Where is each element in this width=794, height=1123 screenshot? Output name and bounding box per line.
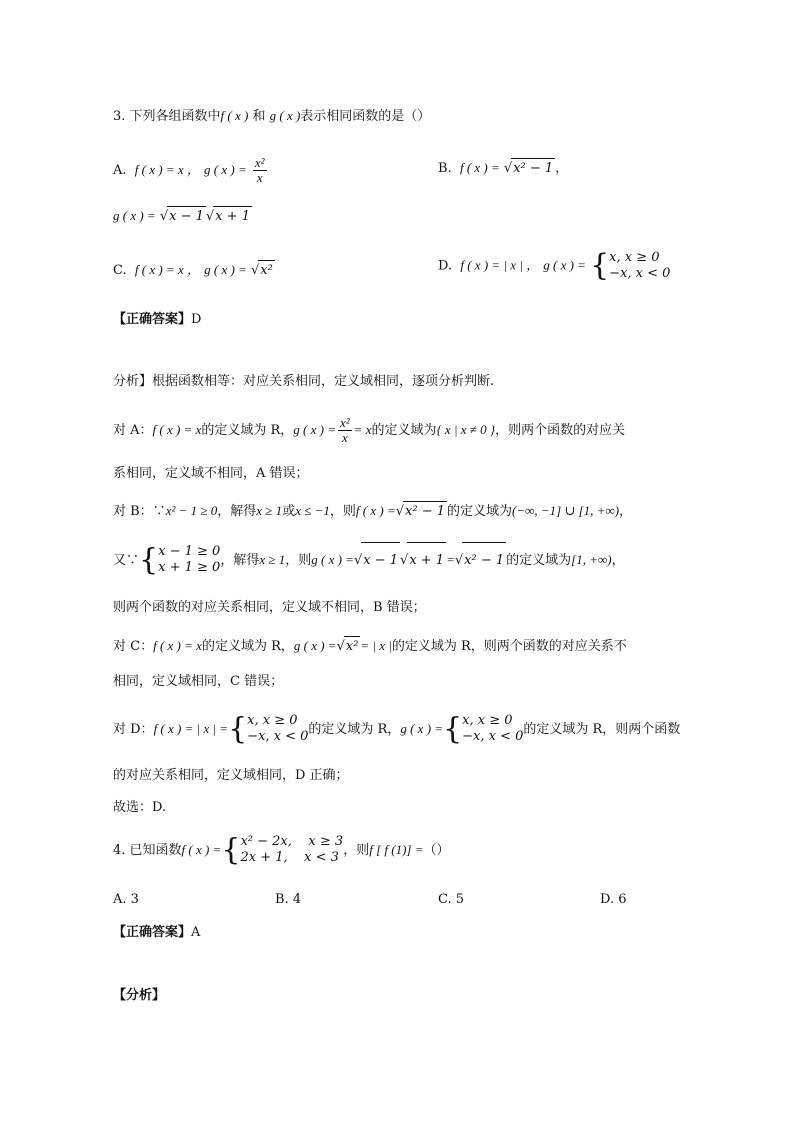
text: 的定义域为 R，则两个函数的对应关系不: [391, 639, 627, 654]
text: 对 D：: [113, 722, 154, 737]
answer-q4: [113, 923, 200, 943]
answer-q3: [113, 310, 201, 330]
radicand: x² − 1: [462, 542, 506, 579]
text: ，解得: [220, 553, 260, 568]
option-b: B. 4: [275, 892, 302, 907]
text: ，则: [329, 504, 356, 519]
math-expr: g ( x ) =: [400, 721, 444, 736]
numerator: x²: [340, 415, 350, 430]
math-expr: = x: [353, 422, 372, 437]
radicand: x² − 1: [403, 501, 447, 522]
math-expr: f [ f (1)] =: [369, 842, 424, 857]
analysis-b-line2: [113, 542, 625, 579]
math-expr: =: [446, 552, 455, 567]
stem-text: 4. 已知函数: [113, 843, 182, 858]
case-line: x + 1 ≥ 0: [158, 560, 221, 575]
sqrt-symbol: √: [159, 209, 169, 224]
math-expr: f ( x ) = x: [152, 422, 202, 437]
answer-value: D: [191, 312, 202, 327]
option-label: B.: [438, 161, 452, 176]
analysis-intro: 分析】根据函数相等：对应关系相同，定义域相同，逐项分析判断.: [113, 374, 495, 389]
sqrt-symbol: √: [400, 553, 409, 568]
stem-text: 和: [248, 109, 270, 124]
sqrt-symbol: √: [250, 263, 260, 278]
math-expr: g ( x ) =: [543, 257, 586, 273]
sqrt-symbol: √: [395, 504, 405, 519]
math-set: { x | x ≠ 0 }: [436, 422, 496, 437]
option-b: [438, 158, 568, 179]
case-line: x − 1 ≥ 0: [158, 544, 221, 559]
analysis-heading: 【分析】: [113, 988, 166, 1003]
option-label: C.: [113, 263, 127, 278]
analysis-a-line1: [113, 416, 625, 445]
radicand: x² − 1: [511, 158, 555, 179]
text: 的定义域为: [447, 504, 513, 519]
sqrt-symbol: √: [336, 639, 345, 654]
option-c: [113, 260, 275, 281]
text: ，则: [285, 553, 312, 568]
radicand: x − 1: [361, 542, 400, 579]
math-expr: g ( x ) =: [204, 162, 247, 177]
analysis-d-line2: 的对应关系相同，定义域相同，D 正确；: [113, 768, 349, 783]
answer-label: 【正确答案】: [113, 312, 192, 327]
text: ，: [611, 553, 625, 568]
stem-text: ，则: [343, 843, 370, 858]
text: 对 A：: [113, 423, 153, 438]
text: 的定义域为 R，则两个函数: [523, 722, 681, 737]
text: 的定义域为 R，: [201, 639, 294, 654]
radicand: x²: [258, 260, 275, 281]
option-d: D. 6: [600, 892, 627, 907]
case-line: x, x ≥ 0: [462, 713, 513, 728]
brace-icon: {: [443, 711, 463, 746]
analysis-d-line1: [113, 711, 680, 748]
option-b-continued: [113, 206, 252, 227]
math-expr: f ( x ) =: [459, 160, 500, 175]
analysis-c-line1: [113, 636, 627, 657]
math-expr: x ≤ −1: [295, 503, 330, 518]
analysis-a-line2: 系相同，定义域不相同，A 错误；: [113, 466, 309, 481]
math-expr: f ( x ) = x ，: [134, 262, 200, 277]
option-c: C. 5: [438, 892, 465, 907]
fraction: [338, 416, 352, 445]
math-expr: x ≥ 1: [256, 503, 283, 518]
option-a: A. 3: [113, 892, 139, 907]
radicand: x − 1: [167, 206, 206, 227]
stem-text: 3. 下列各组函数中: [113, 109, 221, 124]
option-a: [113, 156, 269, 185]
fraction: [253, 156, 267, 185]
brace-icon: {: [221, 832, 241, 867]
option-label: A.: [113, 163, 127, 178]
math-expr: x² − 1 ≥ 0: [165, 503, 218, 518]
math-g: g ( x ): [269, 108, 301, 123]
math-expr: f ( x ) =: [355, 503, 396, 518]
math-expr: x ≥ 1: [259, 552, 286, 567]
math-expr: g ( x ) =: [293, 422, 336, 437]
case-line: −x, x < 0: [462, 729, 524, 744]
numerator: x²: [254, 155, 265, 170]
analysis-c-line2: 相同，定义域相同，C 错误；: [113, 674, 284, 689]
sqrt-symbol: √: [503, 161, 513, 176]
radicand: x²: [344, 636, 361, 657]
case-line: x² − 2x, x ≥ 3: [240, 834, 344, 849]
denominator: x: [256, 170, 263, 185]
math-interval: [1, +∞): [571, 552, 612, 567]
text: ，解得: [217, 504, 257, 519]
math-expr: f ( x ) = | x | ，: [460, 257, 540, 273]
text: 的定义域为: [506, 553, 572, 568]
analysis-choice: 故选：D.: [113, 800, 167, 815]
question-3-stem: [113, 106, 430, 127]
stem-text: （）: [423, 843, 450, 858]
sqrt-symbol: √: [205, 209, 215, 224]
math-expr: = | x |: [360, 638, 392, 653]
text: ，: [619, 504, 633, 519]
analysis-b-line3: 则两个函数的对应关系相同，定义域不相同，B 错误；: [113, 600, 426, 615]
text: 的定义域为 R，: [308, 722, 401, 737]
math-f: f ( x ): [220, 108, 249, 123]
piecewise: [228, 712, 308, 748]
answer-value: A: [191, 925, 201, 940]
radicand: x + 1: [213, 206, 252, 227]
case-line: x, x ≥ 0: [609, 250, 660, 265]
case-line: −x, x < 0: [247, 729, 309, 744]
stem-text: 表示相同函数的是（）: [300, 109, 431, 124]
denominator: x: [341, 430, 348, 445]
question-4-stem: [113, 832, 450, 869]
sqrt-symbol: √: [353, 553, 363, 568]
option-label: D.: [438, 258, 453, 274]
text: 对 B：∵: [113, 504, 166, 519]
case-line: −x, x < 0: [609, 266, 671, 281]
math-expr: g ( x ) =: [204, 262, 247, 277]
piecewise: [590, 250, 670, 282]
text: ，则两个函数的对应关: [495, 423, 626, 438]
radicand: x + 1: [407, 542, 446, 579]
math-expr: g ( x ) =: [293, 638, 337, 653]
answer-label: 【正确答案】: [113, 925, 192, 940]
text: 又∵: [113, 553, 140, 568]
math-expr: g ( x ) =: [113, 208, 156, 223]
math-expr: f ( x ) = | x | =: [153, 721, 229, 736]
analysis-b-line1: [113, 501, 632, 522]
option-d: [438, 250, 670, 282]
text: 的定义域为: [371, 423, 437, 438]
math-expr: f ( x ) = x: [153, 638, 202, 653]
brace-icon: {: [139, 542, 159, 577]
punct: ，: [555, 161, 569, 176]
text: 的定义域为 R，: [201, 423, 294, 438]
piecewise: [221, 833, 343, 869]
piecewise: [443, 712, 523, 748]
sqrt-symbol: √: [454, 553, 464, 568]
case-line: 2x + 1, x < 3: [240, 850, 339, 865]
math-expr: g ( x ) =: [311, 552, 354, 567]
text: 对 C：: [113, 639, 154, 654]
math-expr: f ( x ) = x ，: [134, 162, 200, 177]
piecewise: [139, 543, 220, 579]
case-line: x, x ≥ 0: [247, 713, 298, 728]
math-expr: f ( x ) =: [181, 842, 222, 857]
math-interval: (−∞, −1] ∪ [1, +∞): [512, 503, 620, 518]
brace-icon: {: [590, 248, 610, 283]
text: 或: [282, 504, 296, 519]
brace-icon: {: [228, 711, 248, 746]
